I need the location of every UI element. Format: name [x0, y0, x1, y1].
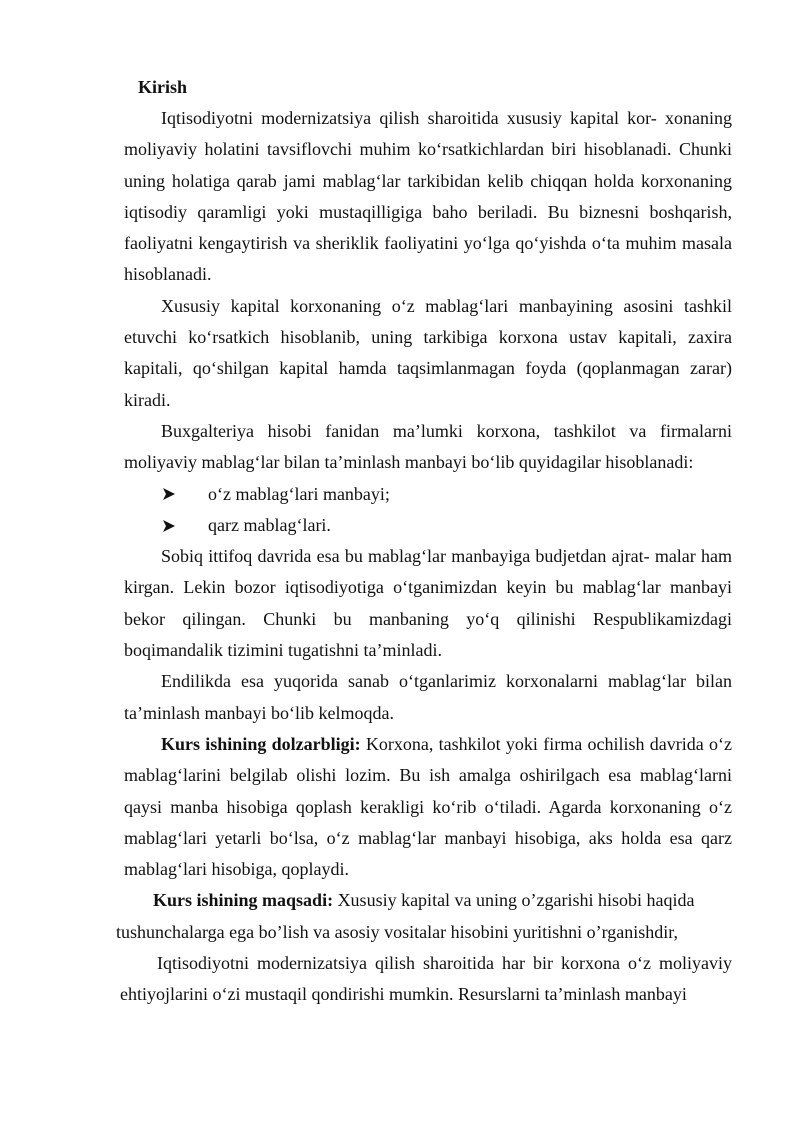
relevance-text: Korxona, tashkilot yoki firma ochilish davrida o‘z mablag‘larini belgilab olishi lozim. Bu ish amalga oshirilgach esa mablag‘larni qaysi manba hisobiga qoplash kerakligi ko‘rib o‘tiladi. Agarda korxonaning o‘z mablag‘lari yetarli bo‘lsa, o‘z mablag‘lar manbayi hisobiga, aks holda esa qarz mablag‘lari hisobiga, qoplaydi. — [124, 733, 732, 880]
arrowhead-bullet-icon — [162, 487, 208, 501]
goal-text: Xususiy kapital va uning o’zgarishi hisobi haqida tushunchalarga ega bo’lish va asosiy vositalar hisobini yuritishni o’rganishdir, — [116, 890, 695, 942]
list-item — [124, 510, 732, 541]
paragraph-soviet-period: Sobiq ittifoq davrida esa bu mablag‘lar manbayiga budjetdan ajrat- malar ham kirgan. Lekin bozor iqtisodiyotiga o‘tganimizdan keyin bu mablag‘lar manbayi bekor qilingan. Chunki bu manbaning yo‘q qilinishi Respublikamizdagi boqimandalik tizimini tugatishni ta’minladi. — [124, 546, 732, 661]
list-item-text: o‘z mablag‘lari manbayi; — [208, 483, 390, 504]
list-item-text: qarz mablag‘lari. — [208, 514, 331, 535]
paragraph-nowadays: Endilikda esa yuqorida sanab o‘tganlarimiz korxonalarni mablag‘lar bilan ta’minlash manbayi bo‘lib kelmoqda. — [124, 671, 732, 723]
relevance-label: Kurs ishining dolzarbligi: — [161, 733, 361, 754]
goal-label: Kurs ishining maqsadi: — [153, 890, 334, 911]
paragraph-relevance — [124, 729, 732, 885]
paragraph-goal — [116, 885, 732, 948]
paragraph-private-capital: Xususiy kapital korxonaning o‘z mablag‘lari manbayining asosini tashkil etuvchi ko‘rsatkich hisoblanib, uning tarkibiga korxona ustav kapitali, zaxira kapitali, qo‘shilgan kapital hamda taqsimlanmagan foyda (qoplanmagan zarar) kiradi. — [124, 295, 732, 410]
document-page — [116, 72, 732, 1011]
arrowhead-bullet-icon — [162, 519, 208, 533]
list-item — [124, 479, 732, 510]
paragraph-modernization: Iqtisodiyotni modernizatsiya qilish sharoitida har bir korxona o‘z moliyaviy ehtiyojlarini o‘zi mustaqil qondirishi mumkin. Resurslarni ta’minlash manbayi — [120, 953, 732, 1005]
paragraph-accounting-sources: Buxgalteriya hisobi fanidan ma’lumki korxona, tashkilot va firmalarni moliyaviy mablag‘lar bilan ta’minlash manbayi bo‘lib quyidagilar hisoblanadi: — [124, 420, 732, 473]
section-heading: Kirish — [138, 77, 188, 97]
paragraph-intro: Iqtisodiyotni modernizatsiya qilish sharoitida xususiy kapital kor- xonaning moliyaviy holatini tavsiflovchi muhim ko‘rsatkichlardan biri hisoblanadi. Chunki uning holatiga qarab jami mablag‘lar tarkibidan kelib chiqqan holda korxonaning iqtisodiy qaramligi yoki mustaqilligiga baho beriladi. Bu biznesni boshqarish, faoliyatni kengaytirish va sheriklik faoliyatini yo‘lga qo‘yishda o‘ta muhim masala hisoblanadi. — [124, 108, 732, 285]
